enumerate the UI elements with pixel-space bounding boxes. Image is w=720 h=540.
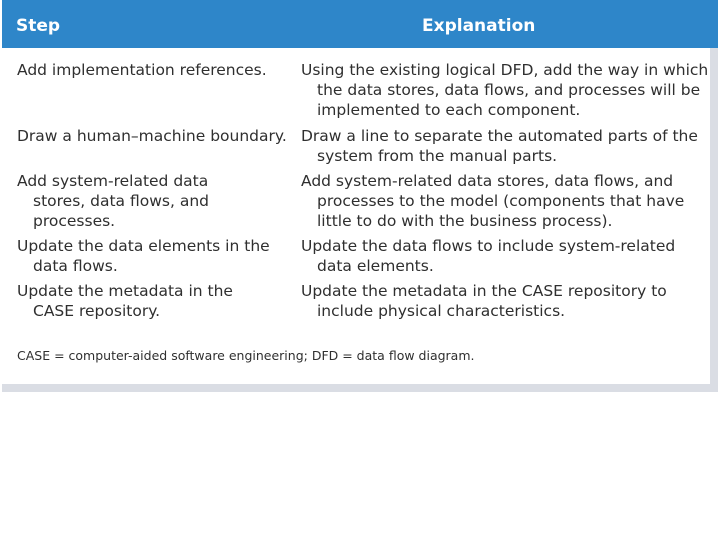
- step-cell: Update the data elements in the data flows.: [17, 237, 270, 275]
- steps-table: [2, 0, 718, 392]
- table-footnote: CASE = computer-aided software engineering; DFD = data flow diagram.: [17, 348, 475, 363]
- explanation-cell: Draw a line to separate the automated parts of the system from the manual parts.: [301, 127, 698, 165]
- header-explanation: Explanation: [422, 16, 536, 36]
- step-cell: Add system-related data stores, data flows, and processes.: [17, 172, 209, 230]
- explanation-cell: Update the data flows to include system-related data elements.: [301, 237, 676, 275]
- step-cell: Draw a human–machine boundary.: [17, 127, 287, 145]
- step-cell: Add implementation references.: [17, 61, 267, 79]
- header-step: Step: [16, 16, 61, 36]
- step-cell: Update the metadata in the CASE repository.: [17, 282, 233, 320]
- explanation-cell: Add system-related data stores, data flows, and processes to the model (components that have little to do with the business process).: [301, 172, 685, 230]
- explanation-cell: Update the metadata in the CASE repository to include physical characteristics.: [301, 282, 667, 320]
- explanation-cell: Using the existing logical DFD, add the way in which the data stores, data flows, and processes will be implemented to each component.: [301, 61, 709, 119]
- table-header: [2, 0, 718, 48]
